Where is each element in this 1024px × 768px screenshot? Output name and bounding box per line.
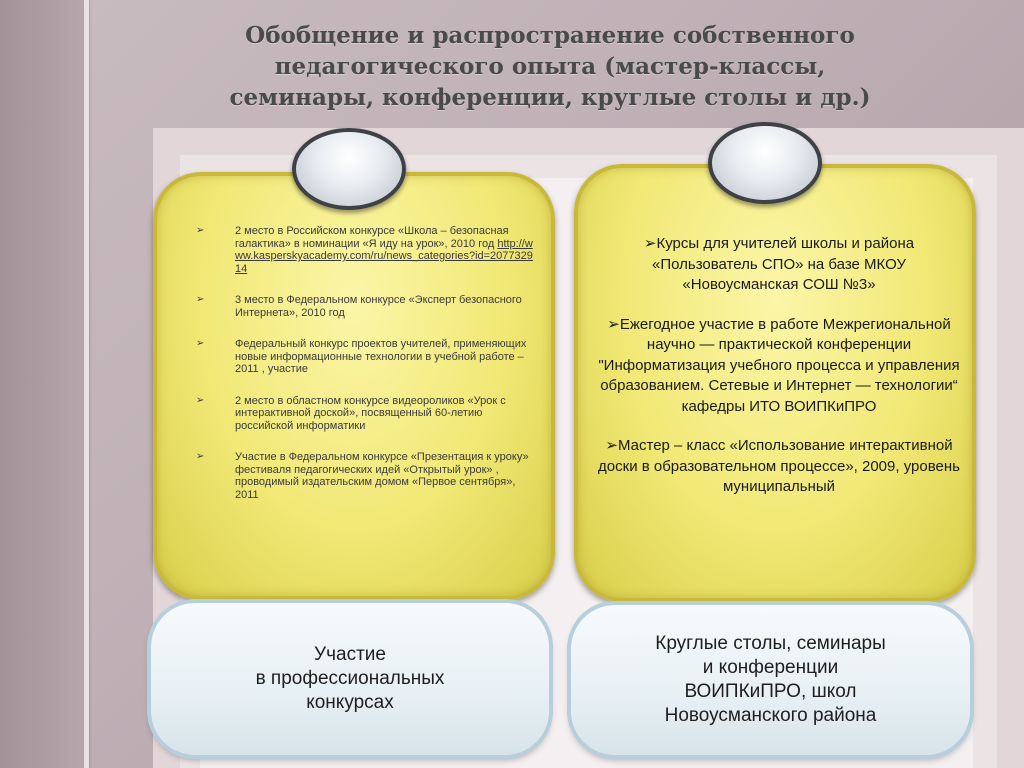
list-item — [596, 315, 962, 418]
contest-link[interactable]: http://www.kasperskyacademy.com/ru/news_categories?id=207732914 — [235, 237, 533, 275]
list-item — [196, 294, 536, 319]
seminar-text: Ежегодное участие в работе Межрегиональной научно — практической конференции "Информатизация учебного процесса и управления образованием. Сетевые и Интернет — технологии“ кафедры ИТО ВОИПКиПРО — [598, 315, 960, 415]
arrowhead-bullet-icon: ➢ — [196, 225, 205, 236]
list-item — [196, 338, 536, 376]
list-item — [196, 225, 536, 275]
list-item — [596, 234, 962, 296]
arrowhead-bullet-icon: ➢ — [643, 235, 657, 252]
slide-title: Обобщение и распространение собственного педагогического опыта (мастер-классы, семинары, конференции, круглые столы и др.) — [229, 22, 871, 111]
seminar-text: Курсы для учителей школы и района «Пользователь СПО» на базе МКОУ «Новоусманская СОШ №3» — [651, 235, 915, 293]
list-item — [196, 451, 536, 501]
arrowhead-bullet-icon: ➢ — [196, 451, 205, 462]
arrowhead-bullet-icon: ➢ — [607, 315, 620, 333]
list-item — [596, 436, 962, 498]
left-decor-line — [84, 0, 89, 768]
seminars-label-pill — [571, 605, 970, 755]
arrowhead-bullet-icon: ➢ — [196, 294, 205, 305]
list-item — [196, 395, 536, 433]
contest-text: Участие в Федеральном конкурсе «Презентация к уроку» фестиваля педагогических идей «Открытый урок» , проводимый издательским домом «Первое сентября», 2011 — [235, 451, 529, 501]
seminars-label: Круглые столы, семинары и конференции ВОИПКиПРО, школ Новоусманского района — [655, 633, 886, 726]
contests-label-pill — [151, 603, 549, 755]
contest-text: 2 место в областном конкурсе видеороликов «Урок с интерактивной доской», посвященный 60-летию российской информатики — [235, 394, 506, 432]
seminar-text: Мастер – класс «Использование интерактивной доски в образовательном процессе», 2009, уровень муниципальный — [598, 437, 960, 495]
contests-list — [196, 225, 536, 520]
arrowhead-bullet-icon: ➢ — [196, 394, 205, 406]
contest-text: 2 место в Российском конкурсе «Школа – безопасная галактика» в номинации «Я иду на урок», 2010 год — [235, 225, 509, 250]
contest-text: 3 место в Федеральном конкурсе «Эксперт безопасного Интернета», 2010 год — [235, 294, 522, 319]
contests-label: Участие в профессиональных конкурсах — [255, 644, 445, 713]
left-decor-strip — [0, 0, 88, 768]
seminars-list — [596, 234, 962, 517]
contest-text: Федеральный конкурс проектов учителей, применяющих новые информационные технологии в учебной работе – 2011 , участие — [235, 338, 527, 375]
contests-bubble — [292, 128, 406, 210]
arrowhead-bullet-icon: ➢ — [196, 338, 205, 349]
seminars-bubble — [708, 122, 822, 204]
arrowhead-bullet-icon: ➢ — [605, 437, 618, 454]
